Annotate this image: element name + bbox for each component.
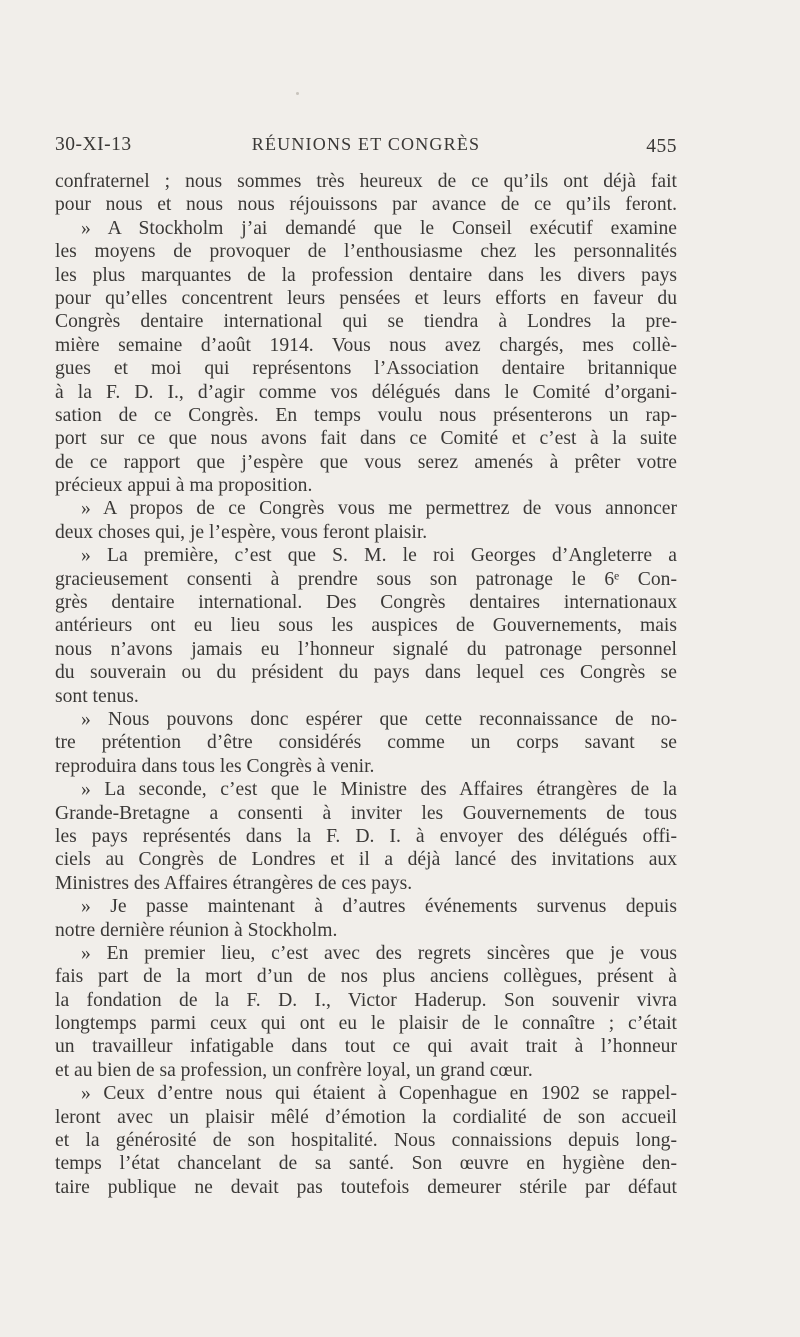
text-line: les pays représentés dans la F. D. I. à envoyer des délégués offi-	[55, 825, 677, 847]
text-line: et au bien de sa profession, un confrère loyal, un grand cœur.	[55, 1059, 533, 1081]
text-line: confraternel ; nous sommes très heureux de ce qu’ils ont déjà fait	[55, 171, 677, 192]
text-line: Congrès dentaire international qui se tiendra à Londres la pre-	[55, 311, 677, 333]
text-line: longtemps parmi ceux qui ont eu le plaisir de le connaître ; c’était	[55, 1013, 677, 1035]
text-line: » A propos de ce Congrès vous me permettrez de vous annoncer	[81, 498, 677, 520]
text-line: pour nous et nous nous réjouissons par avance de ce qu’ils feront.	[55, 194, 677, 216]
text-line: gracieusement consenti à prendre sous son patronage le 6ᵉ Con-	[55, 568, 677, 590]
paper-speck	[296, 92, 299, 95]
text-line: du souverain ou du président du pays dans lequel ces Congrès se	[55, 662, 677, 684]
text-line: sont tenus.	[55, 685, 139, 707]
text-line: » En premier lieu, c’est avec des regrets sincères que je vous	[81, 942, 677, 964]
text-line: les moyens de provoquer de l’enthousiasme chez les personnalités	[55, 241, 677, 263]
text-line: reproduira dans tous les Congrès à venir.	[55, 755, 375, 777]
text-line: sation de ce Congrès. En temps voulu nous présenterons un rap-	[55, 404, 677, 426]
text-line: port sur ce que nous avons fait dans ce Comité et c’est à la suite	[55, 428, 677, 450]
text-line: » La seconde, c’est que le Ministre des Affaires étrangères de la	[81, 779, 677, 801]
text-line: nous n’avons jamais eu l’honneur signalé du patronage personnel	[55, 638, 677, 660]
text-line: » Je passe maintenant à d’autres événements survenus depuis	[81, 896, 677, 918]
text-line: fais part de la mort d’un de nos plus anciens collègues, présent à	[55, 966, 677, 988]
text-line: temps l’état chancelant de sa santé. Son œuvre en hygiène den-	[55, 1153, 677, 1175]
text-line: » Ceux d’entre nous qui étaient à Copenhague en 1902 se rappel-	[81, 1083, 677, 1105]
text-line: la fondation de la F. D. I., Victor Haderup. Son souvenir vivra	[55, 989, 677, 1011]
text-line: pour qu’elles concentrent leurs pensées et leurs efforts en faveur du	[55, 287, 677, 309]
book-page	[55, 128, 677, 1199]
text-line: taire publique ne devait pas toutefois demeurer stérile par défaut	[55, 1176, 677, 1198]
text-line: de ce rapport que j’espère que vous serez amenés à prêter votre	[55, 451, 677, 473]
text-line: les plus marquantes de la profession dentaire dans les divers pays	[55, 264, 677, 286]
text-line: mière semaine d’août 1914. Vous nous avez chargés, mes collè-	[55, 334, 677, 356]
page-number: 455	[646, 136, 677, 157]
text-line: précieux appui à ma proposition.	[55, 475, 313, 497]
text-line: un travailleur infatigable dans tout ce qui avait trait à l’honneur	[55, 1036, 677, 1058]
body-text	[55, 170, 677, 1199]
header-title: RÉUNIONS ET CONGRÈS	[251, 134, 481, 154]
text-line: gues et moi qui représentons l’Association dentaire britannique	[55, 358, 677, 380]
text-line: » A Stockholm j’ai demandé que le Conseil exécutif examine	[81, 217, 677, 239]
header-date: 30-XI-13	[55, 134, 132, 155]
text-line: antérieurs ont eu lieu sous les auspices de Gouvernements, mais	[55, 615, 677, 637]
text-line: Grande-Bretagne a consenti à inviter les Gouvernements de tous	[55, 802, 677, 824]
text-line: » La première, c’est que S. M. le roi Georges d’Angleterre a	[81, 545, 677, 567]
text-line: deux choses qui, je l’espère, vous feront plaisir.	[55, 521, 428, 543]
text-line: Ministres des Affaires étrangères de ces pays.	[55, 872, 413, 894]
text-line: » Nous pouvons donc espérer que cette reconnaissance de no-	[81, 708, 677, 730]
text-line: ciels au Congrès de Londres et il a déjà lancé des invitations aux	[55, 849, 677, 871]
text-line: leront avec un plaisir mêlé d’émotion la cordialité de son accueil	[55, 1106, 677, 1128]
text-line: grès dentaire international. Des Congrès dentaires internationaux	[55, 592, 677, 614]
running-header	[55, 128, 677, 158]
text-line: et la générosité de son hospitalité. Nous connaissions depuis long-	[55, 1130, 677, 1152]
text-line: notre dernière réunion à Stockholm.	[55, 919, 338, 941]
text-line: à la F. D. I., d’agir comme vos délégués dans le Comité d’organi-	[55, 381, 677, 403]
text-line: tre prétention d’être considérés comme un corps savant se	[55, 732, 677, 754]
